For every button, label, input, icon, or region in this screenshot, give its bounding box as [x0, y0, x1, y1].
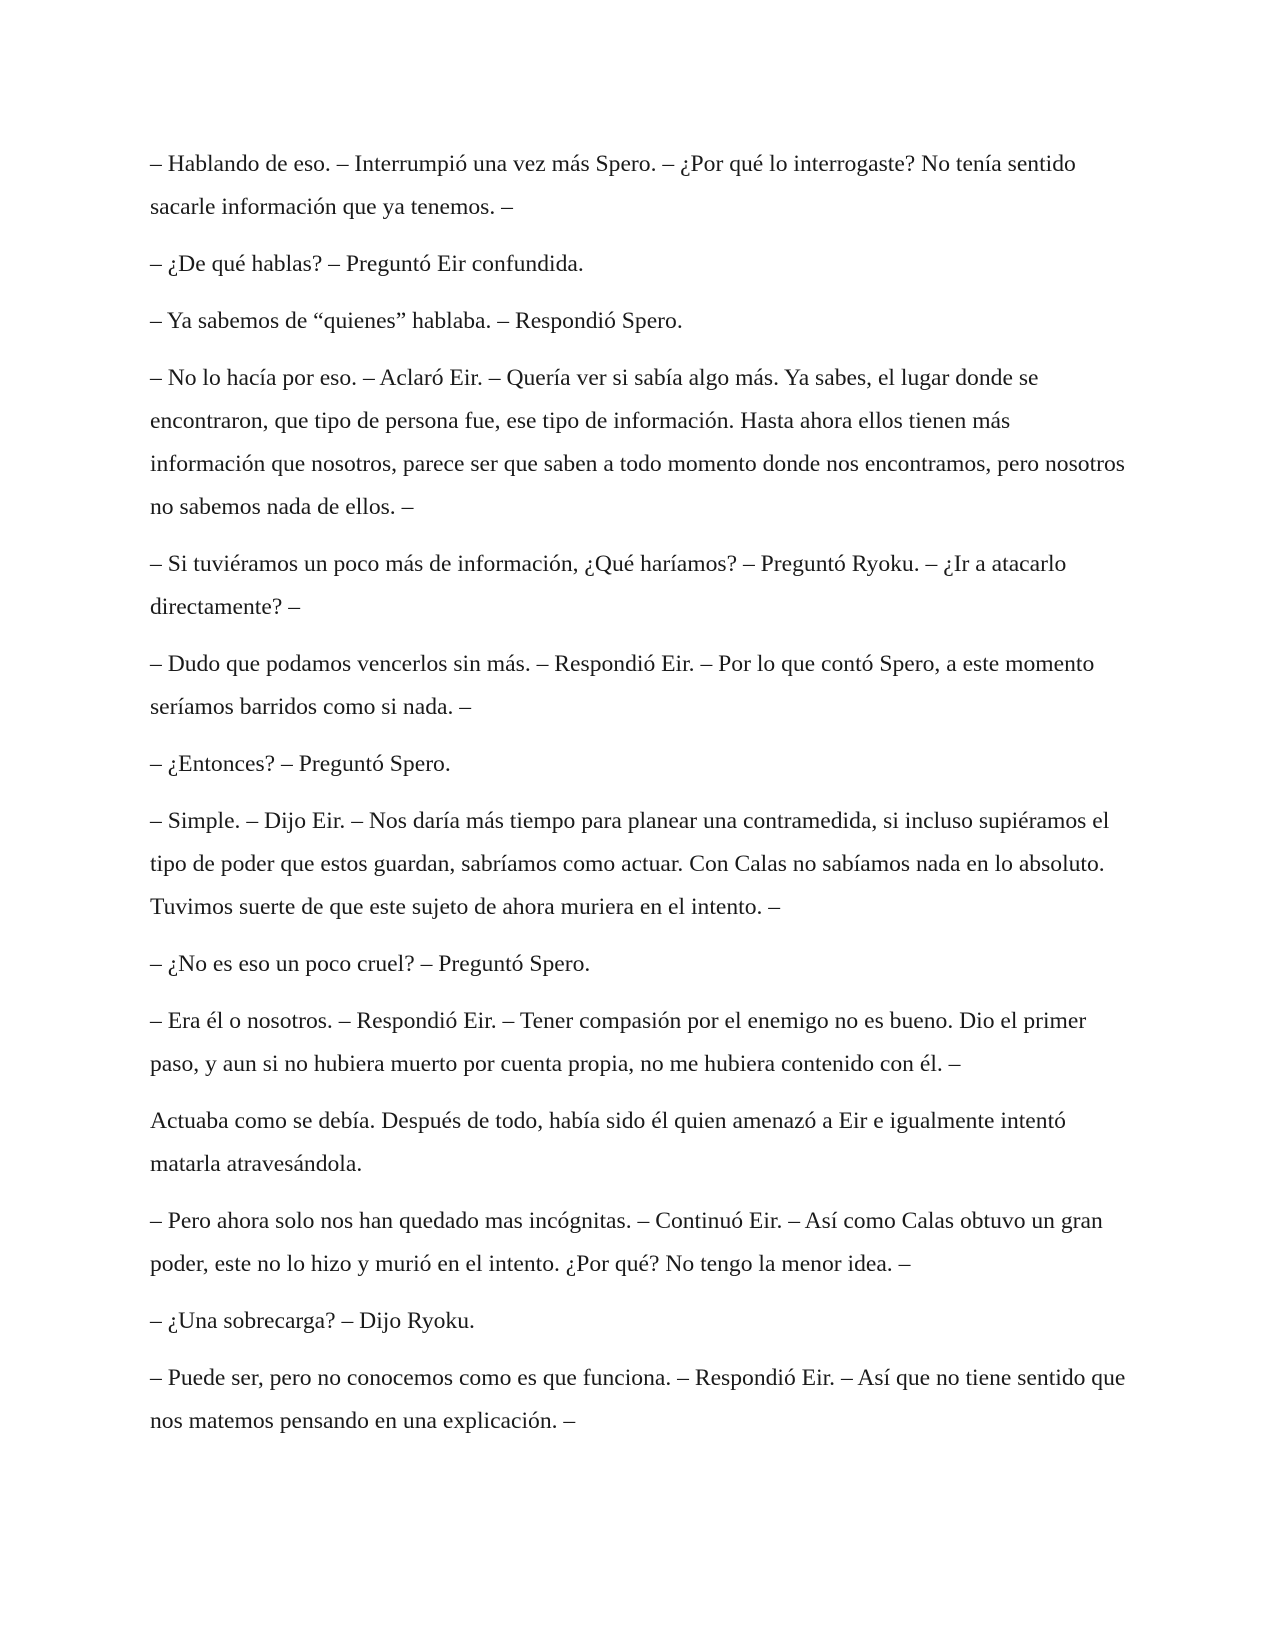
paragraph: – Ya sabemos de “quienes” hablaba. – Respondió Spero. [150, 308, 683, 334]
paragraph: – Si tuviéramos un poco más de información, ¿Qué haríamos? – Preguntó Ryoku. – ¿Ir a atacarlo directamente? – [150, 551, 1067, 620]
paragraph: – Simple. – Dijo Eir. – Nos daría más tiempo para planear una contramedida, si incluso supiéramos el tipo de poder que estos guardan, sabríamos como actuar. Con Calas no sabíamos nada en lo absoluto. Tuvimos suerte de que este sujeto de ahora muriera en el intento. – [150, 808, 1110, 920]
paragraph: Actuaba como se debía. Después de todo, había sido él quien amenazó a Eir e igualmente intentó matarla atravesándola. [150, 1108, 1066, 1177]
paragraph: – Hablando de eso. – Interrumpió una vez más Spero. – ¿Por qué lo interrogaste? No tenía sentido sacarle información que ya tenemos. – [150, 151, 1076, 220]
paragraph: – ¿Entonces? – Preguntó Spero. [150, 751, 451, 777]
paragraph: – Pero ahora solo nos han quedado mas incógnitas. – Continuó Eir. – Así como Calas obtuvo un gran poder, este no lo hizo y murió en el intento. ¿Por qué? No tengo la menor idea. – [150, 1208, 1103, 1277]
paragraph: – Era él o nosotros. – Respondió Eir. – Tener compasión por el enemigo no es bueno. Dio el primer paso, y aun si no hubiera muerto por cuenta propia, no me hubiera contenido con él. – [150, 1008, 1087, 1077]
paragraph: – Dudo que podamos vencerlos sin más. – Respondió Eir. – Por lo que contó Spero, a este momento seríamos barridos como si nada. – [150, 651, 1095, 720]
paragraph: – Puede ser, pero no conocemos como es que funciona. – Respondió Eir. – Así que no tiene sentido que nos matemos pensando en una explicación. – [150, 1365, 1126, 1434]
paragraph: – No lo hacía por eso. – Aclaró Eir. – Quería ver si sabía algo más. Ya sabes, el lugar donde se encontraron, que tipo de persona fue, ese tipo de información. Hasta ahora ellos tienen más información que nosotros, parece ser que saben a todo momento donde nos encontramos, pero nosotros no sabemos nada de ellos. – [150, 365, 1125, 520]
paragraph: – ¿No es eso un poco cruel? – Preguntó Spero. [150, 951, 591, 977]
paragraph: – ¿Una sobrecarga? – Dijo Ryoku. [150, 1308, 475, 1334]
document-body [150, 143, 1130, 1457]
paragraph: – ¿De qué hablas? – Preguntó Eir confundida. [150, 251, 584, 277]
